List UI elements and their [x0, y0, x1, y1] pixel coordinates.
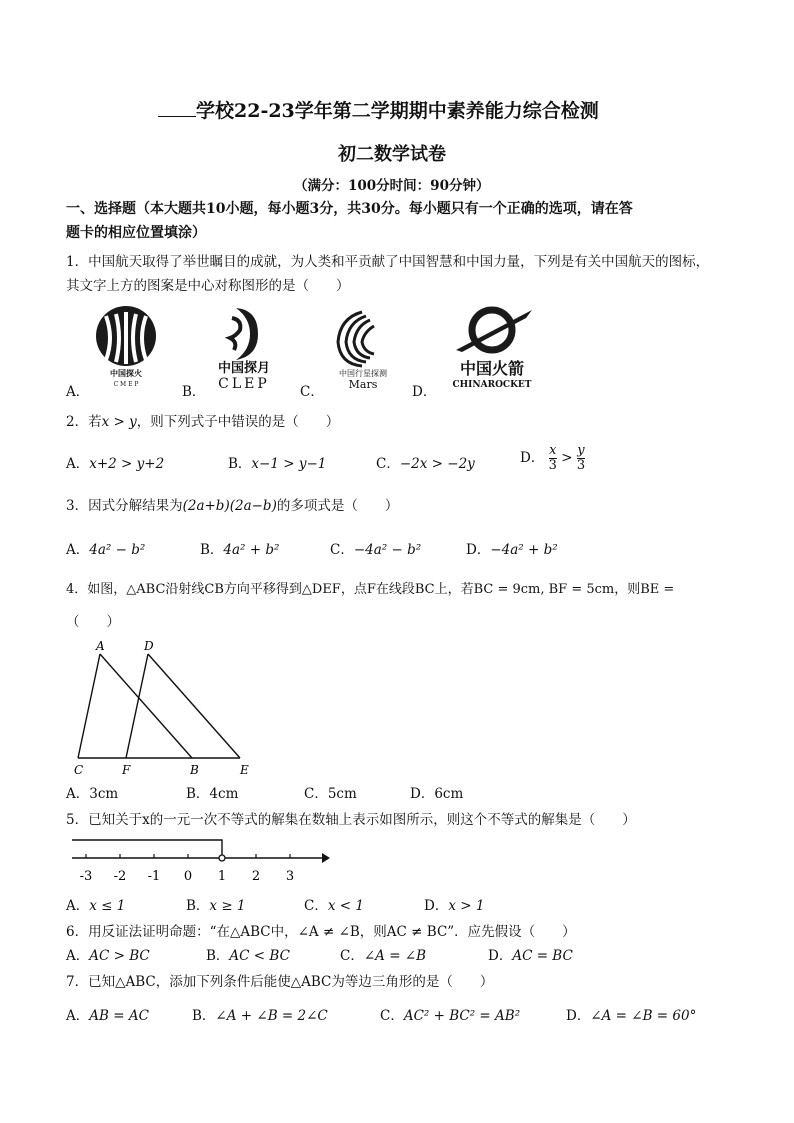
q3-option-a[interactable]: [66, 538, 145, 558]
q4-option-d-label: D．: [410, 786, 435, 802]
frac1-num: x: [549, 443, 557, 458]
q4-option-b-text: 4cm: [209, 786, 239, 802]
tick-label-2: 2: [251, 869, 261, 884]
q3-stem-a: 3．因式分解结果为: [66, 498, 183, 514]
frac2-num: y: [577, 443, 585, 458]
q5-stem: 5．已知关于x的一元一次不等式的解集在数轴上表示如图所示，则这个不等式的解集是（ ）: [66, 812, 636, 828]
q6-option-b[interactable]: [206, 944, 290, 964]
label-a: A: [96, 639, 105, 653]
q7-stem: 7．已知△ABC，添加下列条件后能使△ABC为等边三角形的是（ ）: [66, 974, 494, 990]
segment-df: [126, 654, 148, 758]
q5-option-b-expr: x ≥ 1: [209, 898, 246, 914]
q7-option-a[interactable]: [66, 1004, 149, 1024]
q7-option-a-label: A．: [66, 1008, 90, 1024]
segment-ab: [100, 654, 192, 758]
q4-stem: 4．如图，△ABC沿射线CB方向平移得到△DEF，点F在线段BC上，若BC = 9cm, BF = 5cm，则BE =: [66, 582, 675, 597]
logo-b-caption: 中国探月: [217, 361, 271, 376]
exam-subtitle: 初二数学试卷: [338, 144, 446, 165]
logo-c-caption2: Mars: [348, 378, 378, 390]
logo-a-mars-exploration: [92, 304, 164, 390]
logo-d-caption: 中国火箭: [459, 359, 525, 378]
q2-option-c-label: C．: [376, 456, 400, 472]
q3-option-c-label: C．: [330, 542, 354, 558]
q5-option-d[interactable]: [424, 894, 484, 914]
tick-label-neg3: -3: [79, 869, 93, 884]
q1-stem-line2: 其文字上方的图案是中心对称图形的是（ ）: [66, 278, 350, 294]
q6-option-c[interactable]: [340, 944, 426, 964]
q6-option-a-label: A．: [66, 948, 90, 964]
axis-arrow: [322, 853, 330, 863]
q3-option-a-label: A．: [66, 542, 90, 558]
label-e: E: [240, 763, 249, 777]
q4-paren: （ ）: [66, 614, 120, 630]
q5-option-d-label: D．: [424, 898, 449, 914]
tick-label-neg1: -1: [147, 869, 161, 884]
q6-option-c-label: C．: [340, 948, 364, 964]
q4-option-c[interactable]: [304, 782, 357, 802]
q1-option-d-label[interactable]: D．: [412, 384, 437, 400]
q6-option-c-expr: ∠A = ∠B: [363, 948, 427, 964]
q1-stem-line1: 1．中国航天取得了举世瞩目的成就，为人类和平贡献了中国智慧和中国力量，下列是有关中国航天的图标，: [66, 254, 710, 270]
q6-option-d-label: D．: [488, 948, 513, 964]
q5-option-a-expr: x ≤ 1: [89, 898, 126, 914]
segment-de: [148, 654, 240, 758]
q7-option-c-expr: AC² + BC² = AB²: [403, 1008, 521, 1024]
q6-option-a-expr: AC > BC: [89, 948, 150, 964]
q2-option-d[interactable]: [520, 444, 585, 473]
label-f: F: [122, 763, 131, 777]
q3-stem-b: 的多项式是（ ）: [276, 498, 399, 514]
q2-option-a-expr: x+2 > y+2: [89, 456, 165, 472]
school-name-blank[interactable]: [158, 100, 196, 117]
q6-option-d[interactable]: [488, 944, 573, 964]
logo-c-caption: 中国行星探测: [339, 369, 387, 378]
q3-option-d-label: D．: [466, 542, 491, 558]
q6-option-b-expr: AC < BC: [229, 948, 290, 964]
q6-stem: 6．用反证法证明命题：“在△ABC中，∠A ≠ ∠B，则AC ≠ BC”．应先假设（ ）: [66, 924, 576, 940]
section-heading-line2: 题卡的相应位置填涂）: [66, 225, 206, 241]
q7-option-d-expr: ∠A = ∠B = 60°: [590, 1008, 697, 1024]
q2-stem-a: 2．若: [66, 414, 102, 430]
section-heading-line1: 一、选择题（本大题共10小题，每小题3分，共30分。每小题只有一个正确的选项，请在答: [66, 201, 633, 217]
q5-number-line: [66, 832, 336, 888]
tick-label-1: 1: [217, 869, 227, 884]
exam-title: [158, 96, 599, 123]
q3-option-c-expr: −4a² − b²: [353, 542, 422, 558]
q3-option-b-label: B．: [200, 542, 224, 558]
q7-option-b[interactable]: [192, 1004, 328, 1024]
label-b: B: [190, 763, 199, 777]
q6-option-a[interactable]: [66, 944, 150, 964]
q5-option-c[interactable]: [304, 894, 364, 914]
logo-a-caption2: C M E P: [113, 381, 139, 388]
label-c: C: [74, 763, 84, 777]
q7-option-d[interactable]: [566, 1004, 696, 1024]
q4-option-a[interactable]: [66, 782, 118, 802]
q4-option-d[interactable]: [410, 782, 463, 802]
tick-label-3: 3: [285, 869, 295, 884]
label-d: D: [144, 639, 154, 653]
q3-stem: [66, 494, 398, 514]
q4-option-c-text: 5cm: [327, 786, 357, 802]
logo-b-caption2: CLEP: [218, 376, 270, 390]
q2-option-d-frac1: [549, 444, 557, 473]
q3-option-d-expr: −4a² + b²: [490, 542, 558, 558]
q2-option-c[interactable]: [376, 452, 475, 472]
q5-option-d-expr: x > 1: [448, 898, 485, 914]
q4-option-a-label: A．: [66, 786, 90, 802]
q1-option-c-label[interactable]: C．: [300, 384, 324, 400]
logo-d-china-rocket: [446, 304, 542, 392]
q2-option-a-label: A．: [66, 456, 90, 472]
logo-d-caption2: CHINAROCKET: [452, 380, 532, 390]
q5-option-c-expr: x < 1: [327, 898, 364, 914]
q2-stem: [66, 410, 339, 430]
q2-option-d-label: D．: [520, 450, 545, 466]
q7-option-b-label: B．: [192, 1008, 216, 1024]
q7-option-a-expr: AB = AC: [89, 1008, 149, 1024]
tick-label-neg2: -2: [113, 869, 127, 884]
tick-label-0: 0: [183, 869, 193, 884]
q5-option-b-label: B．: [186, 898, 210, 914]
exam-title-text: 学校22-23学年第二学期期中素养能力综合检测: [196, 100, 599, 122]
q2-condition: x > y: [101, 414, 137, 430]
q1-option-b-label[interactable]: B．: [182, 384, 206, 400]
q3-option-a-expr: 4a² − b²: [89, 542, 146, 558]
logo-c-planetary-exploration: [322, 304, 404, 390]
q7-option-c-label: C．: [380, 1008, 404, 1024]
frac1-den: 3: [548, 458, 557, 473]
q4-option-b-label: B．: [186, 786, 210, 802]
q2-option-b-label: B．: [228, 456, 252, 472]
q3-expr: (2a+b)(2a−b): [182, 498, 277, 514]
logo-b-lunar-exploration: [202, 300, 286, 390]
q4-option-d-text: 6cm: [434, 786, 464, 802]
open-circle: [219, 855, 225, 861]
q2-option-b[interactable]: [228, 452, 326, 472]
q6-option-d-expr: AC = BC: [512, 948, 573, 964]
q4-option-c-label: C．: [304, 786, 328, 802]
q5-option-a[interactable]: [66, 894, 125, 914]
q3-option-c[interactable]: [330, 538, 421, 558]
q4-translation-figure: [66, 636, 266, 778]
q4-option-a-text: 3cm: [89, 786, 119, 802]
q4-option-b[interactable]: [186, 782, 238, 802]
q2-option-d-rel: >: [561, 450, 573, 466]
q5-option-a-label: A．: [66, 898, 90, 914]
q1-option-a-label[interactable]: A．: [66, 384, 90, 400]
logo-a-caption: 中国探火: [110, 368, 142, 378]
q2-option-d-frac2: [577, 444, 585, 473]
q5-option-c-label: C．: [304, 898, 328, 914]
solution-ray: [72, 840, 222, 855]
q2-option-c-expr: −2x > −2y: [399, 456, 475, 472]
segment-ac: [78, 654, 100, 758]
q7-option-c[interactable]: [380, 1004, 520, 1024]
q2-option-b-expr: x−1 > y−1: [251, 456, 327, 472]
q2-option-a[interactable]: [66, 452, 164, 472]
q3-option-b[interactable]: [200, 538, 279, 558]
exam-note: （满分：100分时间：90分钟）: [294, 178, 490, 194]
q6-option-b-label: B．: [206, 948, 230, 964]
q7-option-b-expr: ∠A + ∠B = 2∠C: [215, 1008, 328, 1024]
frac2-den: 3: [576, 458, 586, 473]
q2-stem-b: ，则下列式子中错误的是（ ）: [136, 414, 340, 430]
q5-option-b[interactable]: [186, 894, 246, 914]
q3-option-d[interactable]: [466, 538, 558, 558]
q7-option-d-label: D．: [566, 1008, 591, 1024]
q3-option-b-expr: 4a² + b²: [223, 542, 280, 558]
